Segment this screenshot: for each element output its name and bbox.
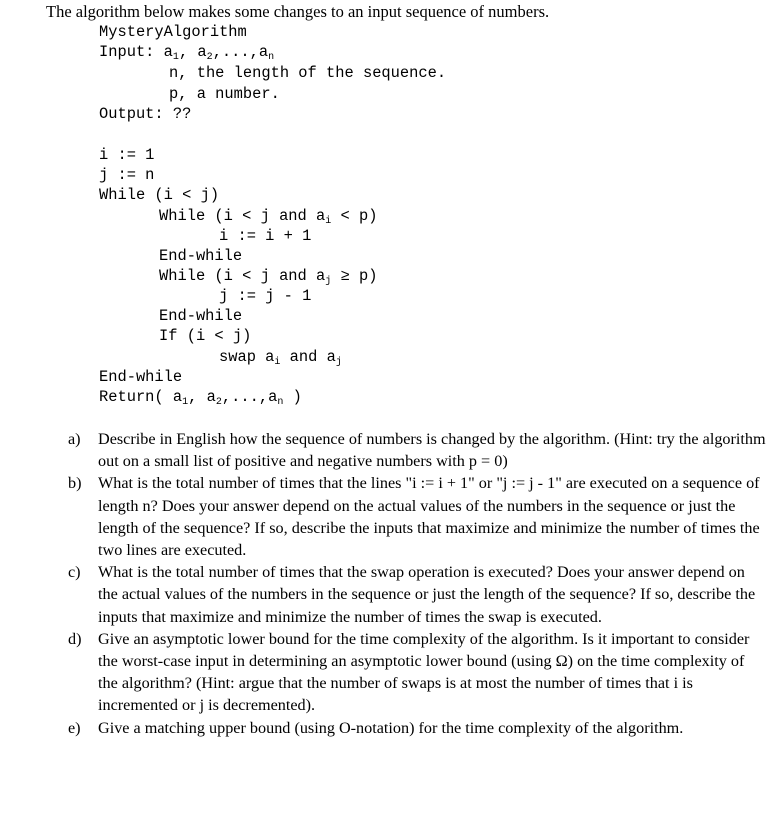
decrement-j-line: j := j - 1 [219,287,312,305]
question-text: Give a matching upper bound (using O-notation) for the time complexity of the algorithm. [98,718,684,737]
algorithm-name: MysteryAlgorithm [99,23,247,41]
input-line [99,42,274,62]
question-b [68,472,768,561]
end-inner-while-1: End-while [159,247,243,265]
end-inner-while-2: End-while [159,307,243,325]
end-outer-while: End-while [99,368,183,386]
question-letter: d) [68,629,82,648]
init-j-line: j := n [99,166,155,184]
question-letter: a) [68,430,81,448]
inner-while-2-line: While (i < j and $a_j \ge p$) [159,267,378,287]
input-n-description: n, the length of the sequence. [169,64,447,82]
question-e [68,717,768,739]
question-letter: b) [68,474,82,493]
question-c [68,561,768,628]
init-i-line: i := 1 [99,146,155,164]
input-sequence: $a_1$, $a_2,...,a_n$ [163,43,275,63]
question-text: Describe in English how the sequence of numbers is changed by the algorithm. (Hint: try the algorithm out on a small list of positive and negative numbers with p = 0) [98,430,766,471]
question-list [68,428,768,739]
outer-while-line: While (i < j) [99,186,220,204]
question-text: Give an asymptotic lower bound for the time complexity of the algorithm. Is it important to consider the worst-case input in determining an asymptotic lower bound (using Ω) on the time complexity of the algorithm? (Hint: argue that the number of swaps is at most the number of times that i is incremented or j is decremented). [98,629,750,715]
output-line: Output: ?? [99,105,192,123]
question-text: What is the total number of times that the lines "i := i + 1" or "j := j - 1" are executed on a sequence of length n? Does your answer depend on the actual values of the numbers in the sequence or just the length of the sequence? If so, describe the inputs that maximize and minimize the number of times the two lines are executed. [98,474,760,560]
question-letter: c) [68,563,81,582]
inner-while-1-line: While (i < j and $a_i < p$) [159,207,378,227]
input-label: Input: [99,43,155,61]
if-line: If (i < j) [159,327,252,345]
question-a [68,428,768,472]
question-text: What is the total number of times that the swap operation is executed? Does your answer depend on the actual values of the numbers in the sequence or just the length of the sequence? If so, describe the inputs that maximize and minimize the number of times the swap is executed. [98,563,756,626]
input-p-description: p, a number. [169,85,280,103]
swap-line: swap $a_i$ and $a_j$ [219,348,342,368]
return-line: Return( $a_1$, $a_2,...,a_n$ ) [99,388,302,408]
question-d [68,628,768,717]
increment-i-line: i := i + 1 [219,227,312,245]
intro-text: The algorithm below makes some changes to an input sequence of numbers. [46,2,550,21]
question-letter: e) [68,718,81,737]
